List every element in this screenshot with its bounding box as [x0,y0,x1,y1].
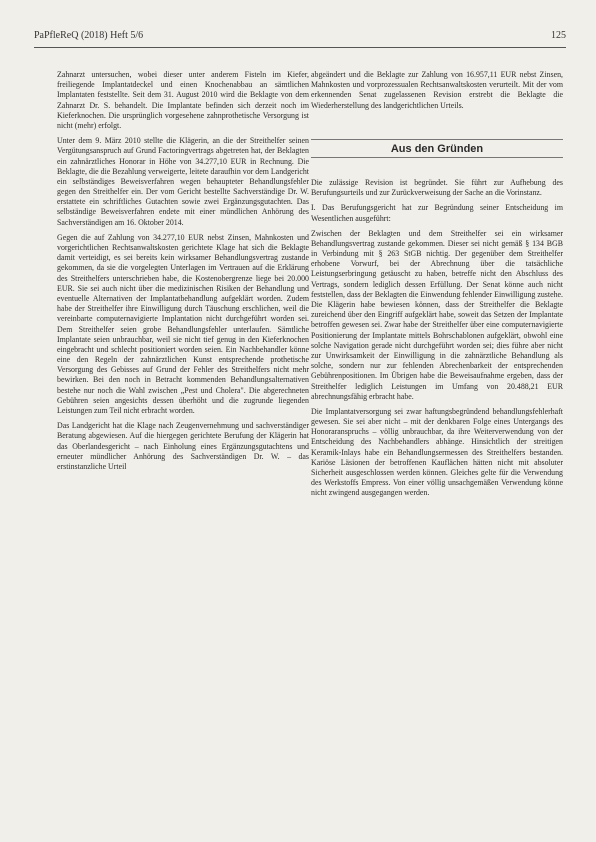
paragraph: Zahnarzt untersuchen, wobei dieser unter anderem Fisteln im Kiefer, freiliegende Implantatdeckel und einen Knochenabbau an sämtlichen Implantaten feststellte. Seit dem 31. August 2010 wird die Beklagte von dem Zahnarzt Dr. S. behandelt. Die Implantate befinden sich derzeit noch im Kieferknochen. Die ursprünglich vorgesehene zahnprothetische Versorgung ist nicht (mehr) erfolgt. [57,70,309,130]
journal-citation: PaPfleReQ (2018) Heft 5/6 [34,30,144,41]
paragraph: Gegen die auf Zahlung von 34.277,10 EUR nebst Zinsen, Mahnkosten und vorgerichtlichen Rechtsanwaltskosten gerichtete Klage hat sich die Beklagte damit verteidigt, es sei bereits kein wirksamer Behandlungsvertrag zustande gekommen, da sie die vorgelegten Unterlagen im Vertrauen auf die Erklärung des Streithelfers unterschrieben habe, die Kostenobergrenze liege bei 20.000 EUR. Sie sei auch nicht über die medizinischen Risiken der Behandlung und eventuelle Alternativen der Implantatbehandlung aufgeklärt worden. Zudem habe der Streithelfer ihre Einwilligung durch Täuschung erschlichen, weil die vereinbarte computernavigierte Implantation nicht durchgeführt worden sei. Dem Streithelfer seien grobe Behandlungsfehler unterlaufen. Sämtliche Implantate seien unbrauchbar, weil sie nicht tief genug in den Kieferknochen eingebracht und schlecht positioniert worden seien. Ein Nachbehandler könne eine den Regeln der zahnärztlichen Kunst entsprechende prothetische Versorgung des Gebisses auf Grund der Fehler des Streithelfers nicht mehr bewirken. Bei den noch in Betracht kommenden Behandlungsalternativen bestehe nur noch die Wahl zwischen „Pest und Cholera". Die abgerechneten Gebühren seien angesichts dessen überhöht und die zugrunde liegenden Leistungen zum Teil nicht erbracht worden. [57,232,309,415]
paragraph: Unter dem 9. März 2010 stellte die Klägerin, an die der Streithelfer seinen Vergütungsanspruch auf Grund Factoringvertrags abgetreten hat, der Beklagten ein zahnärztliches Honorar in Höhe von 34.277,10 EUR in Rechnung. Die Beklagte, die die Bezahlung verweigerte, leitete daraufhin vor dem Landgericht ein selbständiges Beweisverfahren wegen behaupteter Behandlungsfehler gegen den Streithelfer ein. Der vom Gericht bestellte Sachverständige Dr. W. erstattete ein schriftliches Gutachten sowie zwei Ergänzungsgutachten. Das selbständige Beweisverfahren endete mit einer mündlichen Anhörung des Sachverständigen am 16. Oktober 2014. [57,136,309,227]
paragraph: abgeändert und die Beklagte zur Zahlung von 16.957,11 EUR nebst Zinsen, Mahnkosten und vorprozessualen Rechtsanwaltskosten verurteilt. Mit der vom erkennenden Senat zugelassenen Revision erstrebt die Beklagte die Wiederherstellung des landgerichtlichen Urteils. [311,70,563,110]
left-column [57,70,309,477]
paragraph: I. Das Berufungsgericht hat zur Begründung seiner Entscheidung im Wesentlichen ausgeführt: [311,203,563,223]
page-number: 125 [551,30,566,41]
paragraph: Die zulässige Revision ist begründet. Sie führt zur Aufhebung des Berufungsurteils und zur Zurückverweisung der Sache an die Vorinstanz. [311,177,563,198]
header-rule [34,47,566,48]
paragraph: Das Landgericht hat die Klage nach Zeugenvernehmung und sachverständiger Beratung abgewiesen. Auf die hiergegen gerichtete Berufung der Klägerin hat das Oberlandesgericht – nach Einholung eines Ergänzungsgutachtens und erneuter mündlicher Anhörung des Sachverständigen Dr. W. – das erstinstanzliche Urteil [57,421,309,471]
section-heading: Aus den Gründen [311,139,563,158]
paragraph: Die Implantatversorgung sei zwar haftungsbegründend behandlungsfehlerhaft gewesen. Sie sei aber nicht – mit der denkbaren Folge eines Untergangs des Honoraranspruchs – völlig unbrauchbar, da ihre Weiterverwendung von der Entscheidung des Nachbehandlers abhänge. Hinsichtlich der streitigen Keramik-Inlays habe ein Behandlungsermessen des Streithelfers bestanden. Kariöse Läsionen der betroffenen Kauflächen hätten nicht mit absoluter Sicherheit ausgeschlossen werden können. Gleiches gelte für die Verwendung des Werkstoffs Empress. Von einer völlig unsachgemäßen Verwendung könne nicht zwingend ausgegangen werden. [311,406,563,498]
running-header [34,30,566,41]
right-column [311,70,563,504]
paragraph: Zwischen der Beklagten und dem Streithelfer sei ein wirksamer Behandlungsvertrag zustande gekommen. Dieser sei nicht gemäß § 134 BGB in Verbindung mit § 263 StGB nichtig. Der gegenüber dem Streithelfer erhobene Vorwurf, bei der Abrechnung über die tatsächliche Leistungserbringung getäuscht zu haben, betreffe nicht den Abschluss des Vertrags, sondern lediglich dessen Erfüllung. Der Senat könne auch nicht feststellen, dass der Beklagten die Einwendung fehlender Einwilligung zustehe. Die Klägerin habe bewiesen können, dass der Streithelfer die Beklagte zureichend über den Eingriff aufgeklärt habe, soweit das Setzen der Implantate betroffen gewesen sei. Zwar habe der Streithelfer über eine computernavigierte Positionierung der Implantate mittels Bohrschablonen aufgeklärt, obwohl eine solche Navigation gerade nicht durchgeführt worden sei; dies führe aber nicht zur Unwirksamkeit der Einwilligung in die zahnärztliche Behandlung als solche, sondern nur zur fehlenden Abrechenbarkeit der entsprechenden Gebührenpositionen. Im Übrigen habe die Beweisaufnahme ergeben, dass der Streithelfer lediglich Leistungen im Umfang von 20.488,21 EUR abrechnungsfähig erbracht habe. [311,228,563,401]
